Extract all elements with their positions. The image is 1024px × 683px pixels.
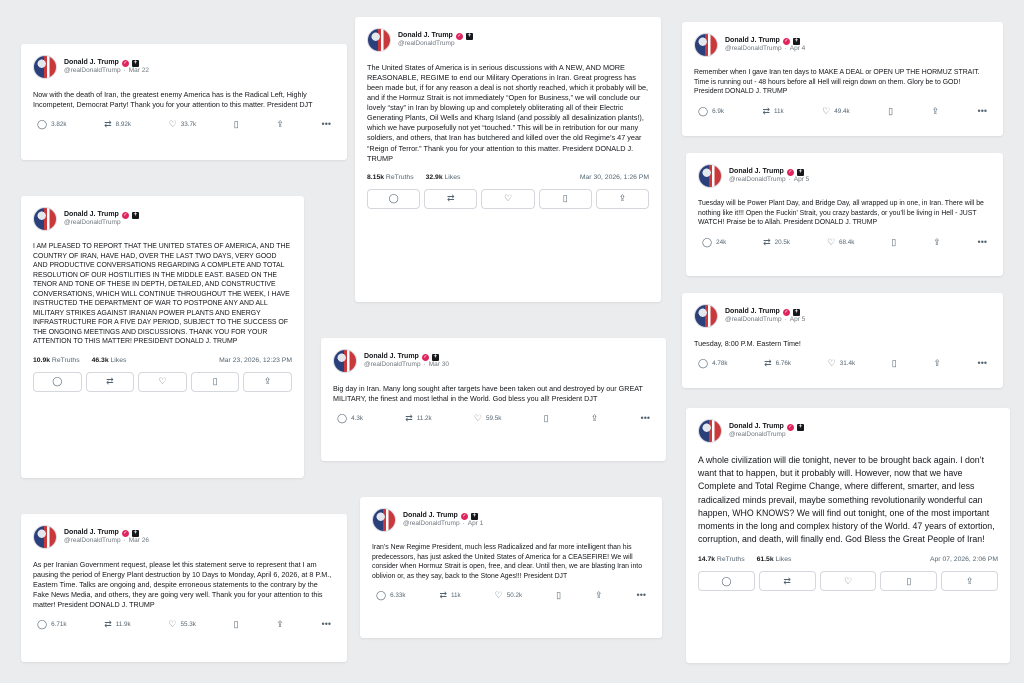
plus-badge-icon: + bbox=[798, 168, 803, 175]
more-button[interactable] bbox=[637, 591, 646, 600]
post-date[interactable]: Mar 22 bbox=[128, 67, 149, 75]
separator: · bbox=[423, 361, 426, 369]
post-card bbox=[686, 153, 1003, 276]
post-header bbox=[698, 163, 991, 189]
verified-icon: ✓ bbox=[788, 168, 793, 175]
post-date[interactable]: Apr 5 bbox=[789, 316, 806, 324]
separator: · bbox=[788, 176, 791, 184]
more-button[interactable] bbox=[978, 238, 987, 247]
post-text: A whole civilization will die tonight, never to be brought back again. I don’t want that to happen, but it probably will. However, now that we have Complete and Total Regime Change, where different, smarter, and less radicalized minds prevail, maybe something revolutionarily wonderful can happen, WHO KNOWS? We will find out tonight, one of the most important moments in the long and complex history of the World. 47 years of extortion, corruption, and death, will finally end. God Bless the Great People of Iran! bbox=[698, 455, 995, 545]
plus-badge-icon: + bbox=[798, 423, 803, 430]
verified-icon: ✓ bbox=[784, 308, 789, 315]
bookmark-button[interactable] bbox=[191, 372, 240, 392]
avatar[interactable] bbox=[33, 207, 57, 231]
verified-icon: ✓ bbox=[423, 353, 428, 360]
display-name[interactable]: Donald J. Trump bbox=[729, 423, 784, 431]
post-metrics bbox=[698, 556, 998, 563]
share-button[interactable] bbox=[933, 359, 941, 368]
post-text: Tuesday will be Power Plant Day, and Bridge Day, all wrapped up in one, in Iran. There will be nothing like it!!! Open the Fuckin’ Strait, you crazy bastards, or you’ll be living in Hell - JUST WATCH! Praise be to Allah. President DONALD J. TRUMP bbox=[698, 200, 984, 227]
like-button[interactable] bbox=[168, 620, 195, 629]
share-button[interactable] bbox=[591, 414, 599, 423]
like-button[interactable] bbox=[828, 359, 855, 368]
reply-button[interactable] bbox=[337, 414, 363, 423]
post-text: The United States of America is in serious discussions with A NEW, AND MORE REASONABLE, REGIME to end our Military Operations in Iran. Great progress has been made but, if for any reason a deal is not shortly reached, which it probably will be, and if the Hormuz Strait is not immediately “Open for Business,” we will conclude our lovely “stay” in Iran by blowing up and completely obliterating all of their Electric Generating Plants, Oil Wells and Kharg Island (and possibly all desalinization plants!), which we have purposefully not yet “touched.” This will be in retribution for our many soldiers, and others, that Iran has butchered and killed over the old Regime’s 47 year “Reign of Terror.” Thank you for your attention to this matter. President DONALD J. TRUMP bbox=[367, 63, 649, 163]
handle[interactable]: @realDonaldTrump bbox=[725, 316, 782, 324]
retruths-label: ReTruths bbox=[716, 556, 745, 564]
plus-badge-icon: + bbox=[472, 512, 477, 519]
bookmark-icon: ▯ bbox=[562, 193, 568, 204]
action-bar bbox=[694, 359, 991, 368]
post-header bbox=[33, 524, 335, 550]
display-name[interactable]: Donald J. Trump bbox=[403, 512, 458, 520]
verified-icon: ✓ bbox=[123, 59, 128, 66]
share-button[interactable] bbox=[596, 189, 649, 209]
retruth-count: 20.5k bbox=[774, 238, 791, 246]
separator: · bbox=[123, 67, 126, 75]
verified-icon: ✓ bbox=[457, 32, 462, 39]
like-button[interactable] bbox=[822, 107, 849, 116]
handle[interactable]: @realDonaldTrump bbox=[64, 537, 121, 545]
share-icon: ⇪ bbox=[590, 412, 599, 423]
display-name[interactable]: Donald J. Trump bbox=[64, 59, 119, 67]
retruth-button[interactable] bbox=[424, 189, 477, 209]
retruth-count: 8.92k bbox=[115, 120, 132, 128]
more-icon: ••• bbox=[321, 618, 331, 629]
post-text: I AM PLEASED TO REPORT THAT THE UNITED STATES OF AMERICA, AND THE COUNTRY OF IRAN, HAVE HAD, OVER THE LAST TWO DAYS, VERY GOOD AND PRODUCTIVE CONVERSATIONS REGARDING A COMPLETE AND TOTAL RESOLUTION OF OUR HOSTILITIES IN THE MIDDLE EAST. BASED ON THE TENOR AND TONE OF THESE IN DEPTH, DETAILED, AND CONSTRUCTIVE CONVERSATIONS, WHICH WILL CONTINUE THROUGHOUT THE WEEK, I HAVE INSTRUCTED THE DEPARTMENT OF WAR TO POSTPONE ANY AND ALL MILITARY STRIKES AGAINST IRANIAN POWER PLANTS AND ENERGY INFRASTRUCTURE FOR A FIVE DAY PERIOD, SUBJECT TO THE SUCCESS OF THE ONGOING MEETINGS AND DISCUSSIONS. THANK YOU FOR YOUR ATTENTION TO THIS MATTER! PRESIDENT DONALD J. TRUMP bbox=[33, 243, 291, 346]
display-name[interactable]: Donald J. Trump bbox=[64, 211, 119, 219]
share-button[interactable] bbox=[933, 238, 941, 247]
post-header bbox=[698, 418, 998, 444]
reply-button[interactable] bbox=[33, 372, 82, 392]
reply-button[interactable] bbox=[37, 620, 66, 629]
reply-icon: ◯ bbox=[698, 357, 709, 368]
post-card bbox=[21, 514, 347, 662]
share-icon: ⇪ bbox=[931, 105, 940, 116]
post-card bbox=[686, 408, 1010, 663]
like-count: 61.5k bbox=[756, 556, 774, 564]
avatar[interactable] bbox=[33, 525, 57, 549]
retruth-button[interactable] bbox=[439, 591, 460, 600]
reply-icon: ◯ bbox=[37, 118, 48, 129]
reply-count: 3.82k bbox=[51, 120, 67, 128]
reply-icon: ◯ bbox=[52, 376, 63, 387]
bookmark-button[interactable] bbox=[880, 571, 937, 591]
reply-icon: ◯ bbox=[376, 590, 387, 601]
retruth-icon: ⇄ bbox=[763, 236, 771, 247]
post-card bbox=[682, 293, 1003, 388]
action-bar bbox=[698, 571, 998, 591]
heart-icon: ♡ bbox=[826, 236, 836, 247]
heart-icon: ♡ bbox=[168, 618, 177, 629]
reply-button[interactable] bbox=[698, 359, 727, 368]
post-text: As per Iranian Government request, please let this statement serve to represent that I am pausing the period of Energy Plant destruction by 10 Days to Monday, April 6, 2026, at 8 P.M., Eastern Time. Talks are ongoing and, despite erroneous statements to the contrary by the Fake News Media, and others, they are going very well. Thank you for your attention to this matter! President DONALD J. TRUMP bbox=[33, 560, 332, 609]
like-button[interactable] bbox=[827, 238, 854, 247]
avatar[interactable] bbox=[698, 419, 722, 443]
heart-icon: ♡ bbox=[494, 590, 503, 601]
retruth-button[interactable] bbox=[759, 571, 816, 591]
handle[interactable]: @realDonaldTrump bbox=[725, 45, 782, 53]
retruth-count: 10.9k bbox=[33, 356, 51, 364]
likes-label: Likes bbox=[775, 556, 792, 564]
share-button[interactable] bbox=[941, 571, 998, 591]
reply-count: 4.78k bbox=[712, 359, 728, 367]
post-text: Tuesday, 8:00 P.M. Eastern Time! bbox=[694, 339, 801, 348]
more-icon: ••• bbox=[640, 412, 650, 423]
reply-icon: ◯ bbox=[698, 105, 709, 116]
action-bar bbox=[698, 238, 991, 247]
share-icon: ⇪ bbox=[933, 357, 941, 368]
reply-count: 6.33k bbox=[390, 592, 406, 600]
avatar[interactable] bbox=[372, 508, 396, 532]
reply-button[interactable] bbox=[367, 189, 420, 209]
like-button[interactable] bbox=[820, 571, 877, 591]
display-name[interactable]: Donald J. Trump bbox=[398, 32, 453, 40]
retruth-count: 11k bbox=[774, 107, 784, 115]
post-card bbox=[21, 44, 347, 160]
more-icon: ••• bbox=[977, 105, 987, 116]
verified-icon: ✓ bbox=[123, 211, 128, 218]
bookmark-button[interactable] bbox=[888, 107, 893, 116]
share-button[interactable] bbox=[243, 372, 292, 392]
retruth-count: 6.76k bbox=[775, 359, 792, 367]
handle[interactable]: @realDonaldTrump bbox=[398, 40, 455, 48]
more-button[interactable] bbox=[322, 620, 331, 629]
retruths-metric[interactable] bbox=[33, 357, 80, 364]
post-text: Remember when I gave Iran ten days to MAKE A DEAL or OPEN UP THE HORMUZ STRAIT. Time is running out - 48 hours before all Hell will reign down on them. Glory be to GOD! President DONALD J. TRUMP bbox=[694, 69, 980, 96]
like-count: 32.9k bbox=[425, 173, 443, 181]
retruth-button[interactable] bbox=[763, 238, 790, 247]
heart-icon: ♡ bbox=[168, 118, 177, 129]
share-icon: ⇪ bbox=[595, 590, 603, 601]
post-date[interactable]: Apr 4 bbox=[789, 45, 806, 53]
separator: · bbox=[784, 45, 787, 53]
post-header bbox=[33, 206, 292, 232]
reply-icon: ◯ bbox=[37, 618, 48, 629]
avatar[interactable] bbox=[367, 28, 391, 52]
handle[interactable]: @realDonaldTrump bbox=[64, 67, 121, 75]
like-count: 50.2k bbox=[506, 592, 523, 600]
separator: · bbox=[784, 316, 787, 324]
like-count: 59.5k bbox=[485, 414, 502, 422]
likes-metric[interactable] bbox=[92, 357, 127, 364]
bookmark-button[interactable] bbox=[891, 238, 896, 247]
retruth-icon: ⇄ bbox=[783, 575, 791, 586]
display-name[interactable]: Donald J. Trump bbox=[725, 308, 780, 316]
heart-icon: ♡ bbox=[822, 105, 831, 116]
retruth-icon: ⇄ bbox=[104, 118, 112, 129]
post-date[interactable]: Apr 1 bbox=[467, 520, 484, 528]
like-count: 46.3k bbox=[91, 356, 109, 364]
handle[interactable]: @realDonaldTrump bbox=[364, 361, 421, 369]
more-button[interactable] bbox=[641, 414, 650, 423]
like-button[interactable] bbox=[495, 591, 522, 600]
likes-label: Likes bbox=[110, 356, 127, 364]
post-date[interactable]: Mar 30 bbox=[428, 361, 449, 369]
like-count: 33.7k bbox=[180, 120, 197, 128]
more-icon: ••• bbox=[321, 118, 331, 129]
likes-metric[interactable] bbox=[426, 174, 461, 181]
plus-badge-icon: + bbox=[133, 59, 138, 66]
retruth-button[interactable] bbox=[762, 107, 783, 116]
share-button[interactable] bbox=[276, 120, 284, 129]
share-icon: ⇪ bbox=[965, 575, 974, 586]
bookmark-icon: ▯ bbox=[543, 412, 549, 423]
post-text: Now with the death of Iran, the greatest enemy America has is the Radical Left, Highly Incompetent, Democrat Party! Thank you for your attention to this matter. President DJT bbox=[33, 90, 313, 109]
post-card bbox=[321, 338, 666, 461]
avatar[interactable] bbox=[333, 349, 357, 373]
post-metrics bbox=[33, 357, 292, 364]
retruth-count: 11.2k bbox=[416, 414, 432, 422]
like-button[interactable] bbox=[169, 120, 196, 129]
plus-badge-icon: + bbox=[794, 308, 799, 315]
share-button[interactable] bbox=[932, 107, 940, 116]
plus-badge-icon: + bbox=[133, 211, 138, 218]
heart-icon: ♡ bbox=[473, 412, 482, 423]
display-name[interactable]: Donald J. Trump bbox=[725, 37, 780, 45]
share-icon: ⇪ bbox=[276, 618, 284, 629]
avatar[interactable] bbox=[698, 164, 722, 188]
bookmark-icon: ▯ bbox=[556, 590, 562, 601]
post-timestamp: Mar 23, 2026, 12:23 PM bbox=[219, 356, 292, 364]
retruth-count: 11.9k bbox=[115, 620, 131, 628]
bookmark-icon: ▯ bbox=[233, 118, 239, 129]
post-header bbox=[372, 507, 650, 533]
post-text: Iran’s New Regime President, much less Radicalized and far more intelligent than his predecessors, has just asked the United States of America for a CEASEFIRE! We will consider when Hormuz Strait is open, free, and clear. Until then, we are blasting Iran into oblivion or, as they say, back to the Stone Ages!!! President DJT bbox=[372, 544, 643, 580]
retruth-icon: ⇄ bbox=[405, 412, 413, 423]
avatar[interactable] bbox=[694, 304, 718, 328]
retruths-label: ReTruths bbox=[385, 173, 414, 181]
retruths-label: ReTruths bbox=[51, 356, 80, 364]
retruth-count: 14.7k bbox=[698, 556, 716, 564]
post-date[interactable]: Apr 5 bbox=[793, 176, 810, 184]
reply-icon: ◯ bbox=[702, 236, 713, 247]
retruth-button[interactable] bbox=[764, 359, 791, 368]
separator: · bbox=[462, 520, 465, 528]
action-bar bbox=[367, 189, 649, 209]
share-icon: ⇪ bbox=[276, 118, 284, 129]
retruth-button[interactable] bbox=[104, 620, 130, 629]
display-name[interactable]: Donald J. Trump bbox=[64, 529, 119, 537]
reply-icon: ◯ bbox=[721, 575, 732, 586]
like-button[interactable] bbox=[138, 372, 187, 392]
display-name[interactable]: Donald J. Trump bbox=[364, 353, 419, 361]
post-date[interactable]: Mar 26 bbox=[128, 537, 149, 545]
retruth-button[interactable] bbox=[104, 120, 131, 129]
retruth-icon: ⇄ bbox=[104, 618, 112, 629]
bookmark-button[interactable] bbox=[544, 414, 549, 423]
verified-icon: ✓ bbox=[784, 37, 789, 44]
bookmark-button[interactable] bbox=[539, 189, 592, 209]
avatar[interactable] bbox=[694, 33, 718, 57]
reply-button[interactable] bbox=[702, 238, 726, 247]
bookmark-button[interactable] bbox=[234, 120, 239, 129]
plus-badge-icon: + bbox=[467, 32, 472, 39]
retruth-icon: ⇄ bbox=[447, 193, 455, 204]
action-bar bbox=[333, 414, 654, 423]
reply-count: 4.3k bbox=[351, 414, 363, 422]
post-header bbox=[33, 54, 335, 80]
verified-icon: ✓ bbox=[123, 529, 128, 536]
retruth-icon: ⇄ bbox=[764, 357, 772, 368]
more-button[interactable] bbox=[978, 107, 987, 116]
retruths-metric[interactable] bbox=[698, 556, 745, 563]
reply-icon: ◯ bbox=[388, 193, 399, 204]
post-card bbox=[682, 22, 1003, 136]
bookmark-icon: ▯ bbox=[906, 575, 912, 586]
handle[interactable]: @realDonaldTrump bbox=[729, 431, 786, 439]
heart-icon: ♡ bbox=[158, 376, 167, 387]
more-button[interactable] bbox=[322, 120, 331, 129]
likes-metric[interactable] bbox=[757, 556, 792, 563]
plus-badge-icon: + bbox=[133, 529, 138, 536]
retruth-count: 8.15k bbox=[367, 173, 385, 181]
verified-icon: ✓ bbox=[462, 512, 467, 519]
retruth-button[interactable] bbox=[86, 372, 135, 392]
bookmark-button[interactable] bbox=[234, 620, 239, 629]
post-card bbox=[360, 497, 662, 638]
post-header bbox=[367, 27, 649, 53]
reply-icon: ◯ bbox=[337, 412, 348, 423]
share-icon: ⇪ bbox=[618, 193, 627, 204]
post-header bbox=[333, 348, 654, 374]
post-card bbox=[355, 17, 661, 302]
bookmark-icon: ▯ bbox=[233, 618, 239, 629]
more-button[interactable] bbox=[978, 359, 987, 368]
reply-count: 24k bbox=[716, 238, 727, 246]
bookmark-icon: ▯ bbox=[891, 357, 897, 368]
like-count: 55.3k bbox=[180, 620, 196, 628]
heart-icon: ♡ bbox=[843, 575, 853, 586]
reply-button[interactable] bbox=[376, 591, 405, 600]
plus-badge-icon: + bbox=[794, 37, 799, 44]
separator: · bbox=[123, 537, 126, 545]
share-icon: ⇪ bbox=[933, 236, 941, 247]
reply-button[interactable] bbox=[698, 571, 755, 591]
retruth-icon: ⇄ bbox=[439, 590, 447, 601]
handle[interactable]: @realDonaldTrump bbox=[64, 219, 121, 227]
share-button[interactable] bbox=[595, 591, 603, 600]
post-header bbox=[694, 303, 991, 329]
plus-badge-icon: + bbox=[433, 353, 438, 360]
avatar[interactable] bbox=[33, 55, 57, 79]
post-timestamp: Mar 30, 2026, 1:26 PM bbox=[579, 173, 649, 181]
bookmark-icon: ▯ bbox=[888, 105, 894, 116]
share-icon: ⇪ bbox=[263, 376, 272, 387]
display-name[interactable]: Donald J. Trump bbox=[729, 168, 784, 176]
handle[interactable]: @realDonaldTrump bbox=[403, 520, 460, 528]
post-card bbox=[21, 196, 304, 478]
action-bar bbox=[694, 107, 991, 116]
post-header bbox=[694, 32, 991, 58]
share-button[interactable] bbox=[276, 620, 284, 629]
handle[interactable]: @realDonaldTrump bbox=[729, 176, 786, 184]
verified-icon: ✓ bbox=[788, 423, 793, 430]
reply-button[interactable] bbox=[37, 120, 66, 129]
reply-count: 6.9k bbox=[712, 107, 724, 115]
retruth-button[interactable] bbox=[405, 414, 431, 423]
post-metrics bbox=[367, 174, 649, 181]
more-icon: ••• bbox=[977, 357, 987, 368]
like-count: 31.4k bbox=[839, 359, 856, 367]
retruth-icon: ⇄ bbox=[762, 105, 770, 116]
reply-button[interactable] bbox=[698, 107, 724, 116]
heart-icon: ♡ bbox=[827, 357, 836, 368]
bookmark-button[interactable] bbox=[556, 591, 561, 600]
action-bar bbox=[372, 591, 650, 600]
like-button[interactable] bbox=[481, 189, 534, 209]
like-button[interactable] bbox=[474, 414, 501, 423]
bookmark-icon: ▯ bbox=[212, 376, 218, 387]
bookmark-button[interactable] bbox=[892, 359, 897, 368]
bookmark-icon: ▯ bbox=[891, 236, 897, 247]
retruths-metric[interactable] bbox=[367, 174, 414, 181]
post-timestamp: Apr 07, 2026, 2:06 PM bbox=[929, 556, 998, 564]
more-icon: ••• bbox=[636, 590, 646, 601]
retruth-icon: ⇄ bbox=[106, 376, 114, 387]
action-bar bbox=[33, 120, 335, 129]
likes-label: Likes bbox=[444, 173, 461, 181]
action-bar bbox=[33, 620, 335, 629]
retruth-count: 11k bbox=[451, 592, 461, 600]
reply-count: 6.71k bbox=[51, 620, 67, 628]
post-text: Big day in Iran. Many long sought after targets have been taken out and destroyed by our GREAT MILITARY, the finest and most lethal in the World. God bless you all! President DJT bbox=[333, 384, 643, 403]
action-bar bbox=[33, 372, 292, 392]
like-count: 49.4k bbox=[834, 107, 850, 115]
more-icon: ••• bbox=[977, 236, 987, 247]
heart-icon: ♡ bbox=[503, 193, 513, 204]
like-count: 68.4k bbox=[839, 238, 855, 246]
